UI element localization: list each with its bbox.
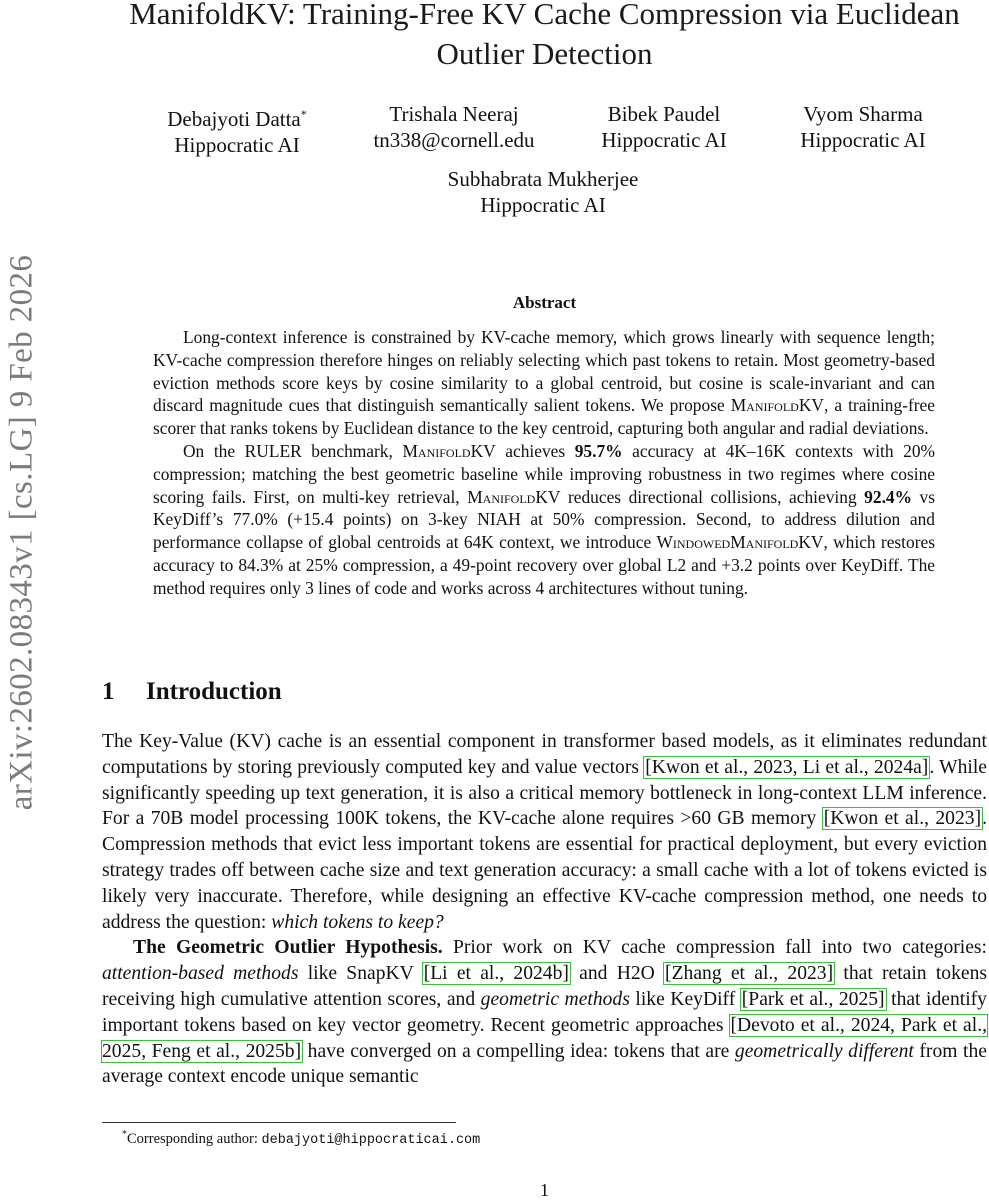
author-affiliation: Hippocratic AI (480, 193, 606, 217)
footnote-rule (102, 1122, 456, 1123)
intro-paragraph-1: The Key-Value (KV) cache is an essential component in transformer based models, as it eliminates redundant computations by storing previously computed key and value vectors [Kwon et al., 2023, Li et al., 2024a]. While significantly speeding up text generation, it is also a critical memory bottleneck in long-context LLM inference. For a 70B model processing 100K tokens, the KV-cache alone requires >60 GB memory [Kwon et al., 2023]. Compression methods that evict less important tokens are essential for practical deployment, but every eviction strategy trades off between cache size and text generation accuracy: a small cache with a lot of tokens evicted is likely very inaccurate. Therefore, while designing an effective KV-cache compression method, one needs to address the question: which tokens to keep? (102, 731, 987, 933)
section-heading (102, 678, 282, 706)
author-name: Bibek Paudel (607, 102, 721, 126)
author-affiliation: Hippocratic AI (800, 128, 926, 152)
author-name: Subhabrata Mukherjee (447, 167, 639, 191)
emphasis-text: attention-based methods (102, 963, 299, 985)
citation-link[interactable]: [Kwon et al., 2023] (823, 808, 982, 830)
author-email: tn338@cornell.edu (373, 128, 535, 152)
citation-link[interactable]: [Devoto et al., 2024, Park et al., 2025, Feng et al., 2025b] (102, 1014, 987, 1062)
author-affiliation: Hippocratic AI (174, 133, 300, 157)
arxiv-id-text: arXiv:2602.08343v1 [cs.LG] 9 Feb 2026 (3, 254, 40, 810)
citation-link[interactable]: [Zhang et al., 2023] (665, 963, 834, 985)
author-3 (576, 101, 752, 153)
emphasis-text: geometric methods (480, 988, 630, 1010)
citation-link[interactable]: [Kwon et al., 2023, Li et al., 2024a] (645, 756, 929, 778)
introduction-body (102, 729, 987, 1090)
footnote: *Corresponding author: debajyoti@hippocraticai.com (122, 1129, 481, 1148)
author-5 (400, 166, 686, 218)
section-title: Introduction (146, 678, 282, 705)
abstract-paragraph-2: On the RULER benchmark, ManifoldKV achieves 95.7% accuracy at 4K–16K contexts with 20% compression; matching the best geometric baseline while improving robustness in two regimes where cosine scoring fails. First, on multi-key retrieval, ManifoldKV reduces directional collisions, achieving 92.4% vs KeyDiff’s 77.0% (+15.4 points) on 3-key NIAH at 50% compression. Second, to address dilution and performance collapse of global centroids at 64K context, we introduce WindowedManifoldKV, which restores accuracy to 84.3% at 25% compression, a 49-point recovery over global L2 and +3.2 points over KeyDiff. The method requires only 3 lines of code and works across 4 architectures without tuning. (153, 440, 936, 598)
abstract-heading: Abstract (512, 293, 577, 312)
citation-link[interactable]: [Park et al., 2025] (741, 988, 885, 1010)
method-name: WindowedManifoldKV (656, 532, 824, 553)
author-1 (130, 101, 344, 158)
paragraph-lead: The Geometric Outlier Hypothesis. (133, 937, 443, 959)
bold-result: 92.4% (864, 486, 912, 507)
author-footnote-mark: * (300, 107, 307, 121)
abstract-body (153, 326, 935, 600)
emphasis-text: geometrically different (734, 1040, 914, 1062)
method-name: ManifoldKV (467, 486, 561, 507)
author-name: Trishala Neeraj (389, 102, 519, 126)
footnote-mark: * (122, 1129, 127, 1140)
footnote-email[interactable]: debajyoti@hippocraticai.com (261, 1132, 481, 1148)
arxiv-identifier (3, 208, 41, 856)
author-4 (778, 101, 948, 153)
author-name: Debajyoti Datta (167, 107, 301, 131)
bold-result: 95.7% (574, 440, 623, 461)
author-affiliation: Hippocratic AI (601, 128, 727, 152)
author-2 (350, 101, 558, 153)
abstract-paragraph-1: Long-context inference is constrained by KV-cache memory, which grows linearly with sequence length; KV-cache compression therefore hinges on reliably selecting which past tokens to retain. Most geometry-based eviction methods score keys by cosine similarity to a global centroid, but cosine is scale-invariant and can discard magnitude cues that distinguish semantically salient tokens. We propose ManifoldKV, a training-free scorer that ranks tokens by Euclidean distance to the key centroid, capturing both angular and radial deviations. (153, 327, 935, 439)
emphasis-text: which tokens to keep? (271, 911, 444, 933)
intro-paragraph-2: The Geometric Outlier Hypothesis. Prior work on KV cache compression fall into two categories: attention-based methods like SnapKV [Li et al., 2024b] and H2O [Zhang et al., 2023] that retain tokens receiving high cumulative attention scores, and geometric methods like KeyDiff [Park et al., 2025] that identify important tokens based on key vector geometry. Recent geometric approaches [Devoto et al., 2024, Park et al., 2025, Feng et al., 2025b] have converged on a compelling idea: tokens that are geometrically different from the average context encode unique semantic (102, 937, 987, 1088)
paper-title: ManifoldKV: Training-Free KV Cache Compression via Euclidean Outlier Detection (129, 0, 960, 71)
author-name: Vyom Sharma (803, 102, 923, 126)
page-number: 1 (540, 1180, 549, 1200)
citation-link[interactable]: [Li et al., 2024b] (423, 963, 569, 985)
section-number: 1 (102, 678, 115, 705)
method-name: ManifoldKV (402, 440, 496, 461)
method-name: ManifoldKV (730, 395, 824, 416)
